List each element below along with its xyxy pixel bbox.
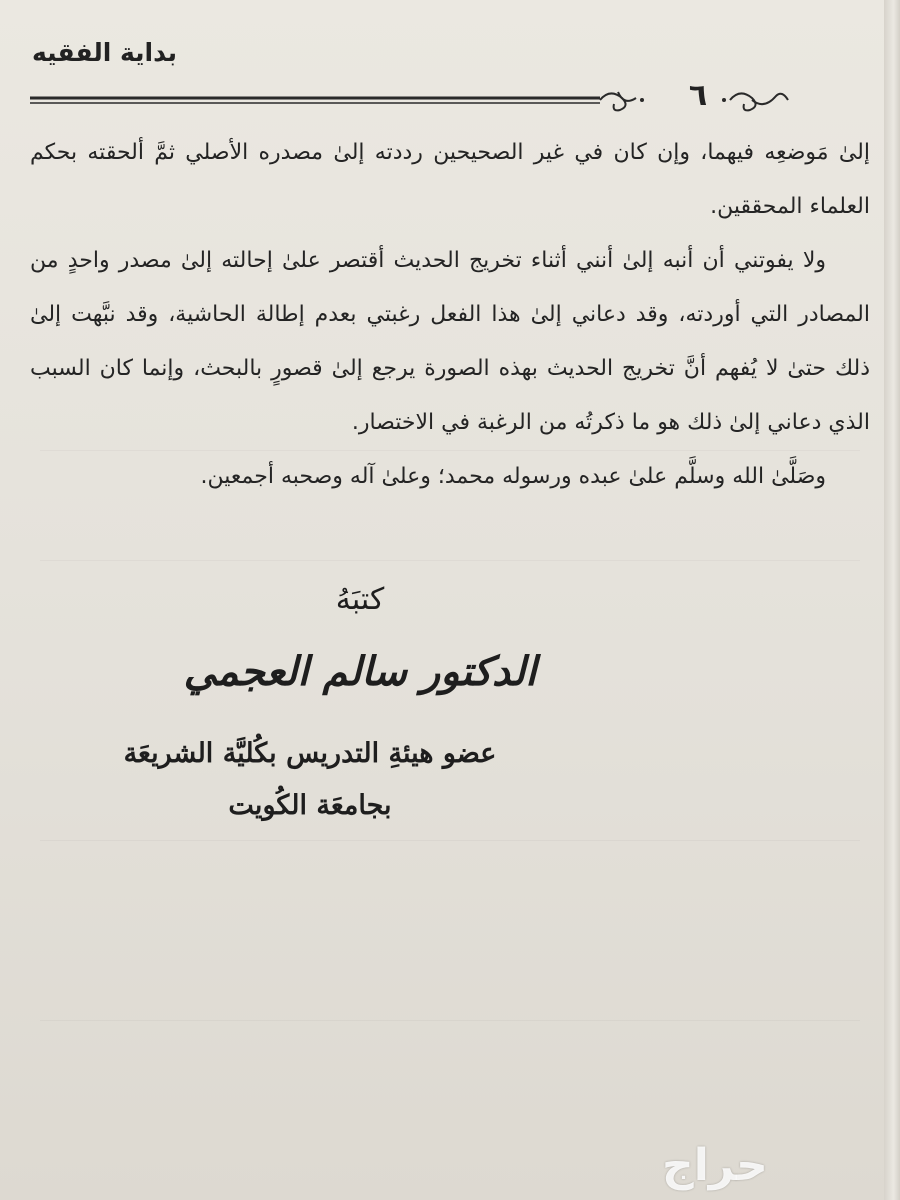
- affiliation-line-faculty: عضو هيئةِ التدريس بكُليَّة الشريعَة: [123, 738, 497, 769]
- paragraph-continuation: إلىٰ مَوضعِه فيهما، وإن كان في غير الصحيحين رددته إلىٰ مصدره الأصلي ثمَّ ألحقته بحكم العلماء المحققين.: [30, 140, 870, 219]
- author-name: الدكتور سالم العجمي: [183, 648, 537, 695]
- affiliation-line-university: بجامعَة الكُويت: [228, 790, 392, 821]
- running-header-title: بداية الفقيه: [32, 38, 177, 67]
- signature-block: [100, 570, 620, 714]
- paragraph-main: ولا يفوتني أن أنبه إلىٰ أنني أثناء تخريج الحديث أقتصر علىٰ إحالته إلىٰ مصدر واحدٍ من المصادر التي أوردته، وقد دعاني إلىٰ هذا الفعل رغبتي بعدم إطالة الحاشية، وقد نبَّهت إلىٰ ذلك حتىٰ لا يُفهم أنَّ تخريج الحديث بهذه الصورة يرجع إلىٰ قصورٍ بالبحث، وإنما كان السبب الذي دعاني إلىٰ ذلك هو ما ذكرتُه من الرغبة في الاختصار.: [30, 248, 870, 435]
- page-edge: [884, 0, 900, 1200]
- header-ornamental-rule: [30, 86, 790, 126]
- watermark-logo: حراج: [662, 1140, 768, 1191]
- body-text: [30, 126, 870, 504]
- bleed-through-line: [40, 560, 860, 561]
- signature-katabahu: كتبَهُ: [335, 582, 385, 617]
- paragraph-closing-prayer: وصَلَّىٰ الله وسلَّم علىٰ عبده ورسوله محمد؛ وعلىٰ آله وصحبه أجمعين.: [200, 464, 826, 489]
- bleed-through-line: [40, 840, 860, 841]
- author-affiliation: [110, 728, 510, 832]
- bleed-through-line: [40, 1020, 860, 1021]
- page-number: ٦: [688, 78, 708, 113]
